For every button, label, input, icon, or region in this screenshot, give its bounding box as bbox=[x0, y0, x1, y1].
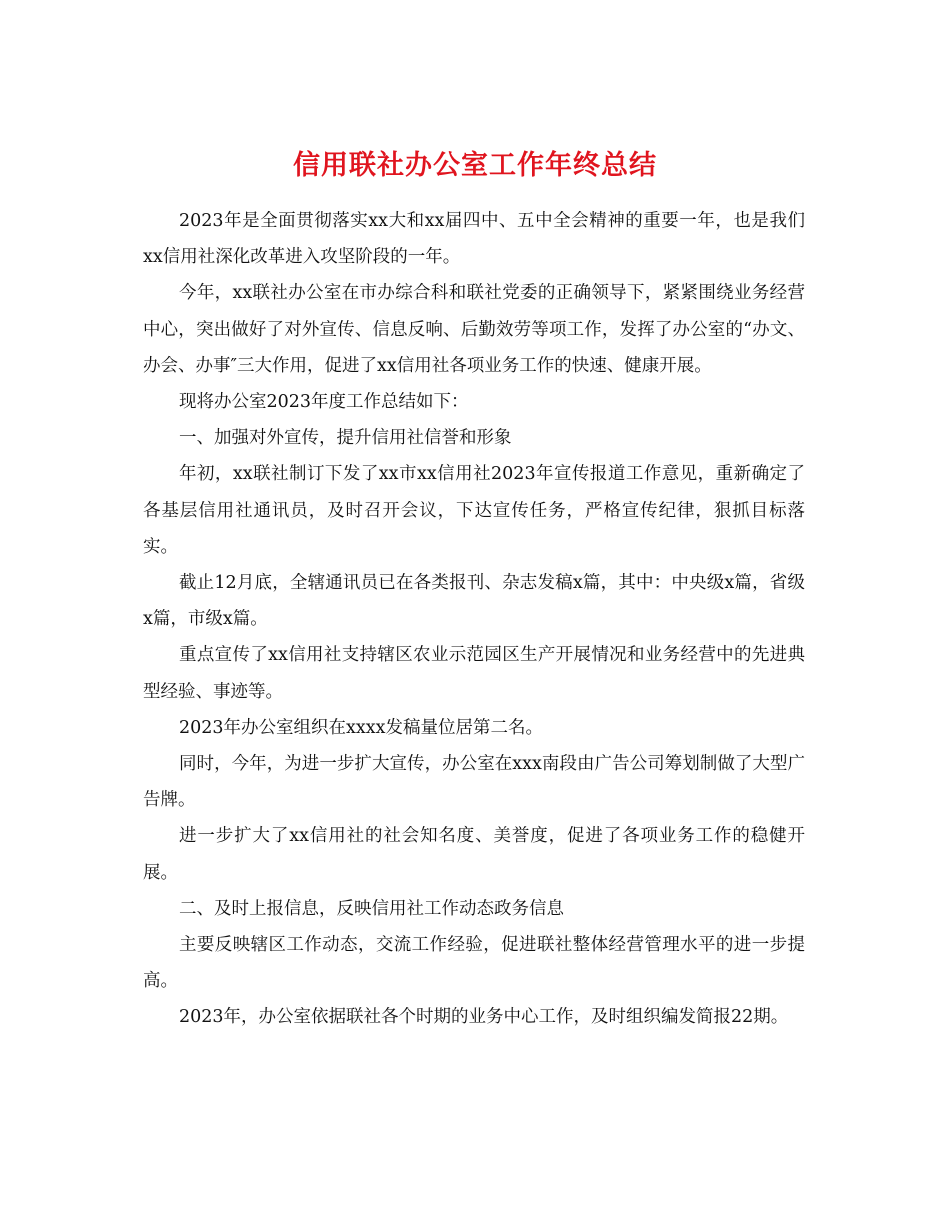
paragraph: 今年，xx联社办公室在市办综合科和联社党委的正确领导下，紧紧围绕业务经营中心，突出做好了对外宣传、信息反响、后勤效劳等项工作，发挥了办公室的“办文、办会、办事″三大作用，促进了xx信用社各项业务工作的快速、健康开展。 bbox=[143, 283, 805, 376]
paragraph: 2023年办公室组织在xxxx发稿量位居第二名。 bbox=[179, 717, 544, 738]
section-heading: 一、加强对外宣传，提升信用社信誉和形象 bbox=[179, 428, 512, 449]
document-body bbox=[143, 203, 805, 1036]
paragraph: 2023年，办公室依据联社各个时期的业务中心工作，及时组织编发简报22期。 bbox=[179, 1007, 789, 1028]
paragraph: 主要反映辖区工作动态，交流工作经验，促进联社整体经营管理水平的进一步提高。 bbox=[143, 935, 805, 992]
paragraph: 截止12月底，全辖通讯员已在各类报刊、杂志发稿x篇，其中：中央级x篇，省级x篇，市级x篇。 bbox=[143, 573, 805, 630]
paragraph: 同时，今年，为进一步扩大宣传，办公室在xxx南段由广告公司筹划制做了大型广告牌。 bbox=[143, 754, 805, 811]
paragraph: 现将办公室2023年度工作总结如下： bbox=[179, 392, 469, 413]
paragraph: 年初，xx联社制订下发了xx市xx信用社2023年宣传报道工作意见，重新确定了各基层信用社通讯员，及时召开会议，下达宣传任务，严格宣传纪律，狠抓目标落实。 bbox=[143, 464, 805, 557]
paragraph: 2023年是全面贯彻落实xx大和xx届四中、五中全会精神的重要一年，也是我们xx信用社深化改革进入攻坚阶段的一年。 bbox=[143, 211, 805, 268]
paragraph: 重点宣传了xx信用社支持辖区农业示范园区生产开展情况和业务经营中的先进典型经验、事迹等。 bbox=[143, 645, 805, 702]
document-title: 信用联社办公室工作年终总结 bbox=[293, 150, 657, 182]
paragraph: 进一步扩大了xx信用社的社会知名度、美誉度，促进了各项业务工作的稳健开展。 bbox=[143, 826, 805, 883]
section-heading: 二、及时上报信息，反映信用社工作动态政务信息 bbox=[179, 898, 564, 919]
